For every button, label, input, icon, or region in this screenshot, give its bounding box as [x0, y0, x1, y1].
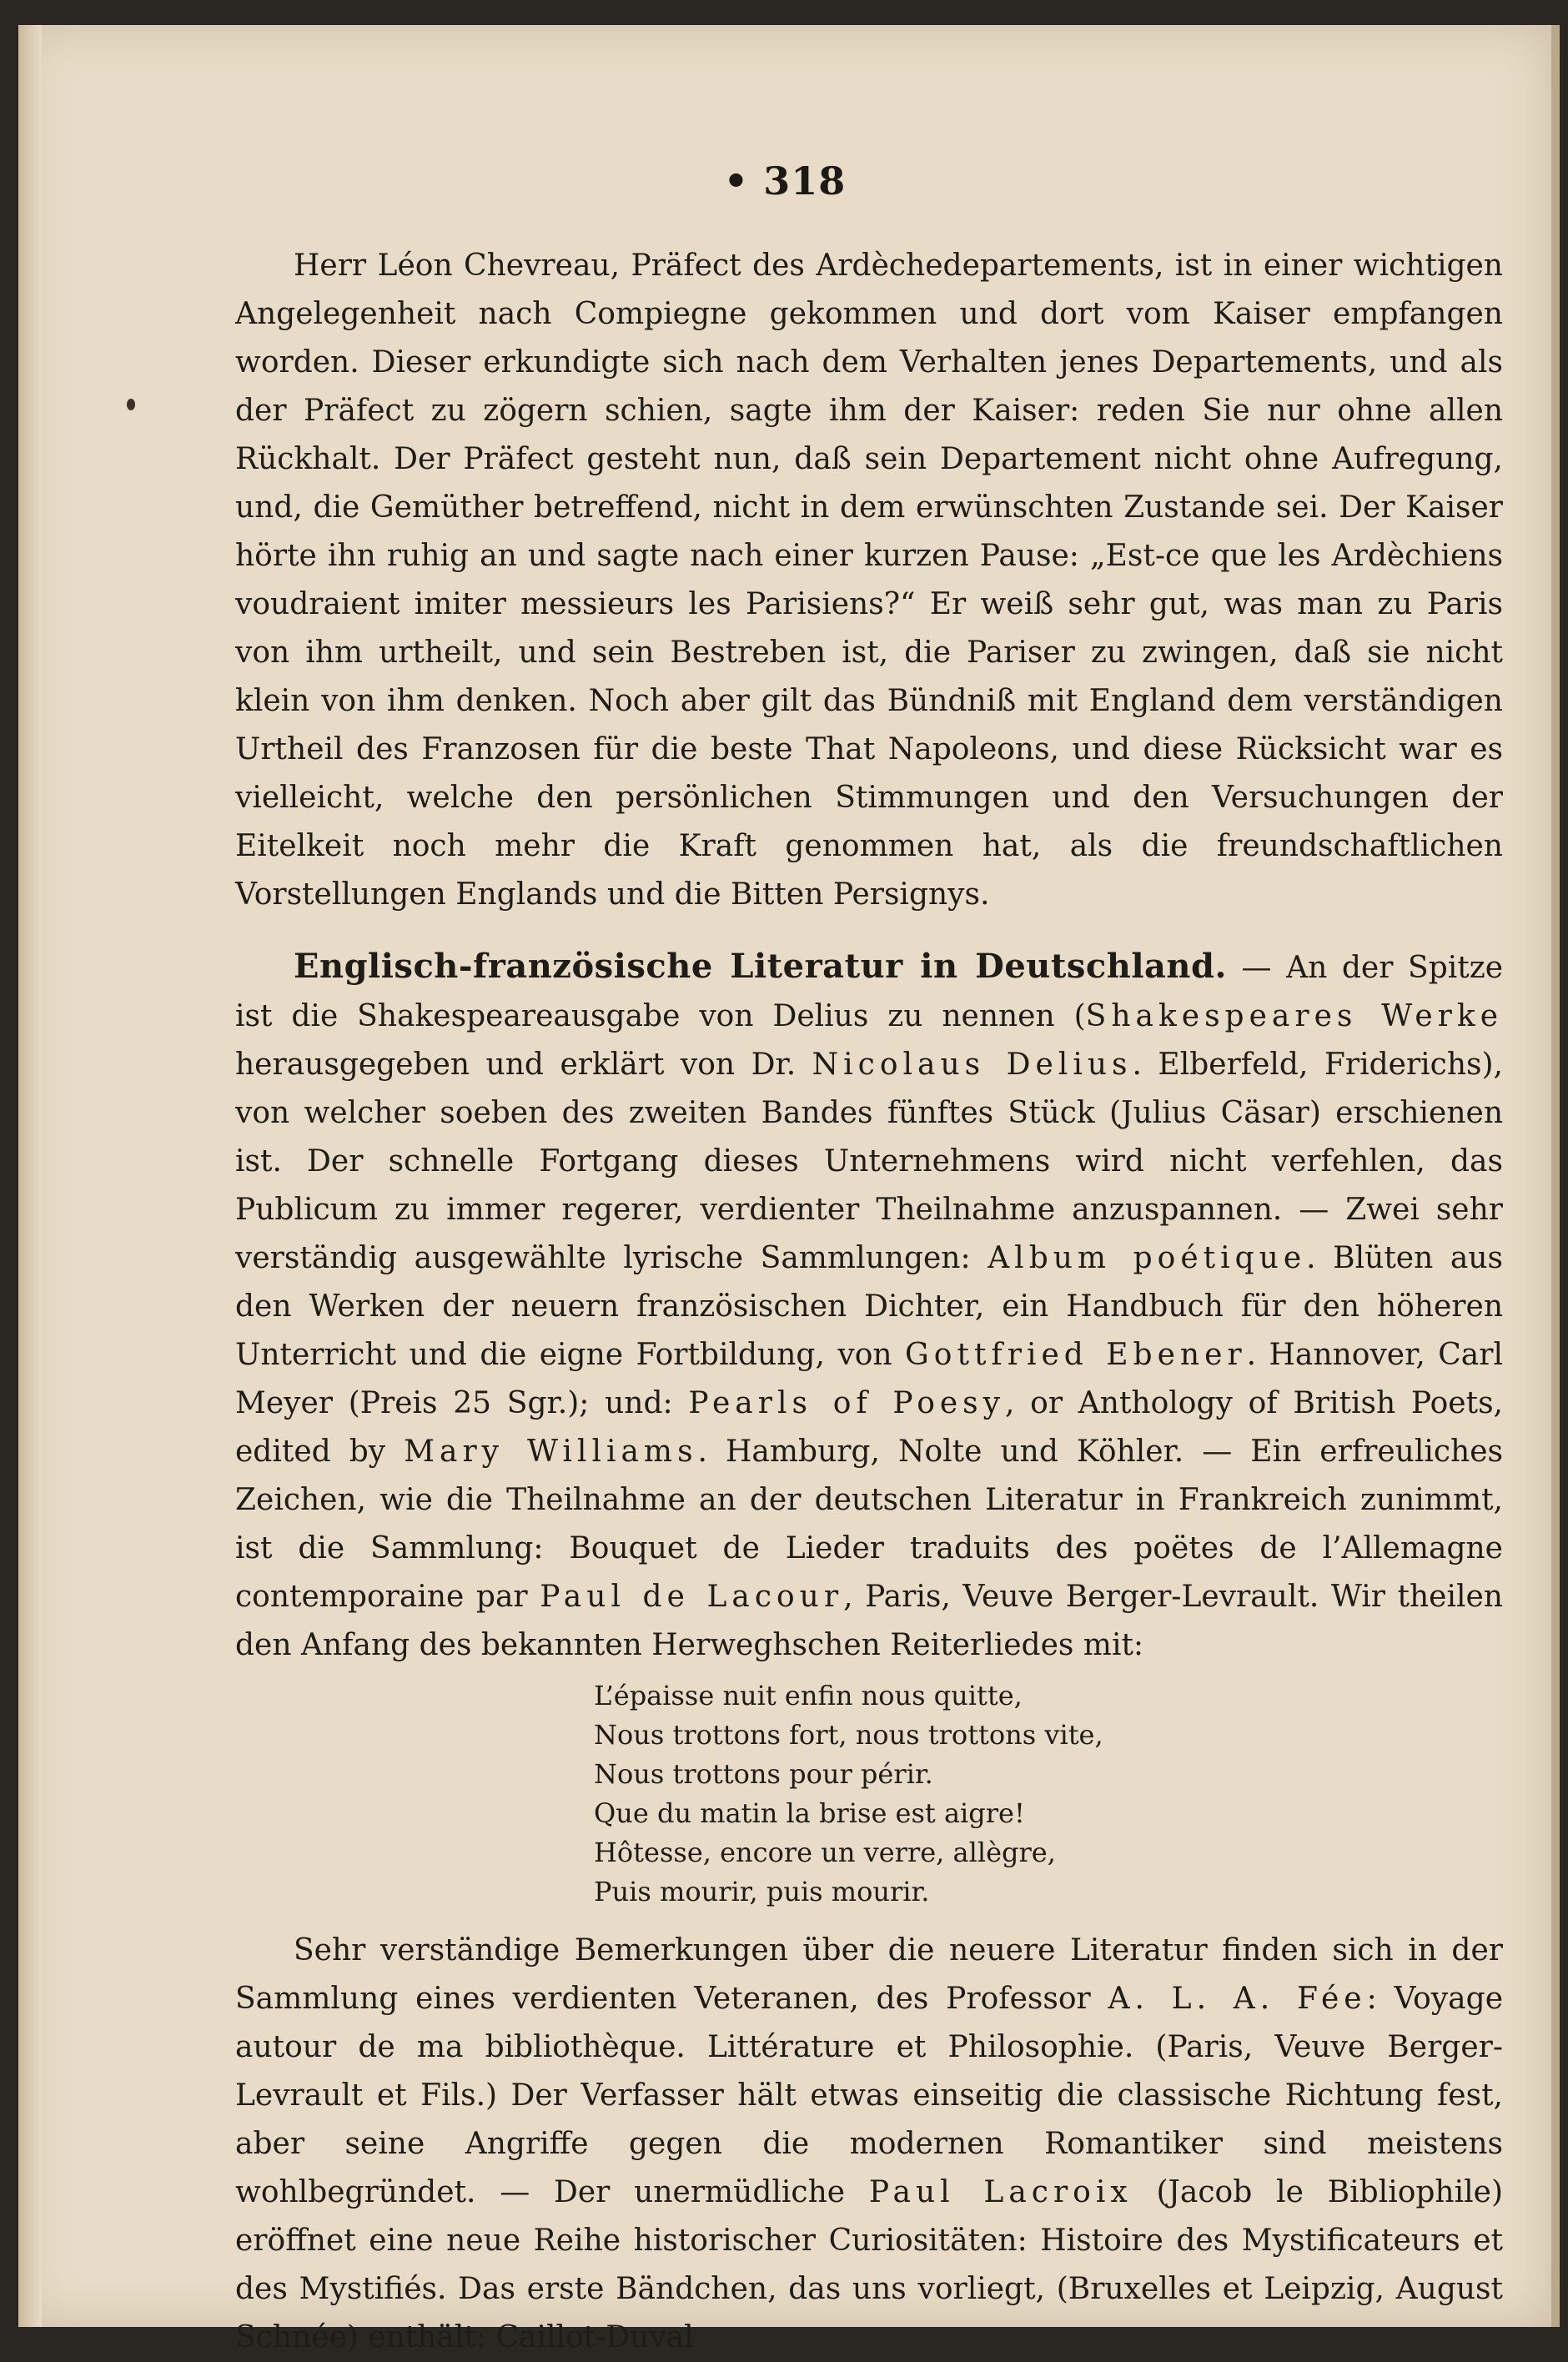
page-number: • 318	[723, 158, 847, 204]
poem-line: Puis mourir, puis mourir.	[594, 1876, 930, 1907]
poem-line: Hôtesse, encore un verre, allègre,	[594, 1837, 1056, 1868]
text-run: . Hamburg, Nolte und Köhler. — Ein erfreuliches Zeichen, wie die Theilnahme an der deutschen Literatur in Frankreich zunimmt, ist die Sammlung: Bouquet de Lieder traduits des poëtes de l’Allemagne contemporaine par	[235, 1435, 1503, 1614]
paragraph-remarks	[235, 1927, 1503, 2362]
paragraph-literature	[235, 942, 1503, 1670]
text-run: . Elberfeld, Friderichs), von welcher soeben des zweiten Bandes fünftes Stück (Julius Cäsar) erschienen ist. Der schnelle Fortgang dieses Unternehmens wird nicht verfehlen, das Publicum zu immer regerer, verdienter Theilnahme anzuspannen. — Zwei sehr verständig ausgewählte lyrische Sammlungen:	[235, 1048, 1503, 1275]
spaced-name: A. L. A. Fée	[1108, 1982, 1367, 2016]
text-run: . Hannover, Carl Meyer (Preis 25 Sgr.); und:	[235, 1338, 1503, 1420]
book-page	[18, 25, 1560, 2354]
spaced-title: Shakespeares Werke	[1085, 999, 1503, 1033]
text-run: : Voyage autour de ma bibliothèque. Littérature et Philosophie. (Paris, Veuve Berger-Levrault et Fils.) Der Verfasser hält etwas einseitig die classische Richtung fest, aber seine Angriffe gegen die modernen Romantiker sind meistens wohlbegründet. — Der unermüdliche	[235, 1982, 1503, 2209]
poem-quote	[594, 1676, 1503, 1912]
margin-ink-mark	[127, 399, 135, 410]
paragraph-chevreau: Herr Léon Chevreau, Präfect des Ardèchedepartements, ist in einer wichtigen Angelegenheit nach Compiegne gekommen und dort vom Kaiser empfangen worden. Dieser erkundigte sich nach dem Verhalten jenes Departements, und als der Präfect zu zögern schien, sagte ihm der Kaiser: reden Sie nur ohne allen Rückhalt. Der Präfect gesteht nun, daß sein Departement nicht ohne Aufregung, und, die Gemüther betreffend, nicht in dem erwünschten Zustande sei. Der Kaiser hörte ihn ruhig an und sagte nach einer kurzen Pause: „Est-ce que les Ardèchiens voudraient imiter messieurs les Parisiens?“ Er weiß sehr gut, was man zu Paris von ihm urtheilt, und sein Bestreben ist, die Pariser zu zwingen, daß sie nicht klein von ihm denken. Noch aber gilt das Bündniß mit England dem verständigen Urtheil des Franzosen für die beste That Napoleons, und diese Rücksicht war es vielleicht, welche den persönlichen Stimmungen und den Versuchungen der Eitelkeit noch mehr die Kraft genommen hat, als die freundschaftlichen Vorstellungen Englands und die Bitten Persignys.	[235, 249, 1503, 912]
text-run: . Blüten aus den Werken der neuern französischen Dichter, ein Handbuch für den höheren Unterricht und die eigne Fortbildung, von	[235, 1241, 1503, 1372]
spaced-title: Album poétique	[988, 1241, 1307, 1275]
spaced-name: Paul de Lacour	[540, 1580, 844, 1614]
poem-line: L’épaisse nuit enfin nous quitte,	[594, 1680, 1023, 1711]
text-run: Sehr verständige Bemerkungen über die neuere Literatur finden sich in der Sammlung eines verdienten Veteranen, des Professor	[235, 1933, 1503, 2016]
text-run: (Jacob le Bibliophile) eröffnet eine neue Reihe historischer Curiositäten: Histoire des Mystificateurs et des Mystifiés. Das erste Bändchen, das uns vorliegt, (Bruxelles et Leipzig, August Schnée) enthält: Caillot-Duval	[235, 2175, 1503, 2354]
text-run: herausgegeben und erklärt von Dr.	[235, 1048, 812, 1082]
spaced-name: Mary Williams	[404, 1435, 698, 1469]
poem-line: Que du matin la brise est aigre!	[594, 1797, 1025, 1829]
poem-line: Nous trottons fort, nous trottons vite,	[594, 1719, 1103, 1751]
spaced-name: Paul Lacroix	[868, 2175, 1133, 2209]
body-text	[235, 242, 1503, 2362]
text-run: , or Anthology of British Poets, edited by	[235, 1386, 1503, 1469]
text-run: , Paris, Veuve Berger-Levrault. Wir theilen den Anfang des bekannten Herweghschen Reiterliedes mit:	[235, 1580, 1503, 1662]
text-run: — An der Spitze ist die Shakespeareausgabe von Delius zu nennen (	[235, 951, 1504, 1033]
page-gutter	[18, 25, 42, 2327]
spaced-name: Gottfried Ebener	[905, 1338, 1247, 1372]
spaced-name: Nicolaus Delius	[812, 1048, 1133, 1082]
section-heading: Englisch-französische Literatur in Deutschland.	[294, 947, 1227, 986]
spaced-title: Pearls of Poesy	[688, 1386, 1005, 1420]
poem-line: Nous trottons pour périr.	[594, 1758, 933, 1790]
